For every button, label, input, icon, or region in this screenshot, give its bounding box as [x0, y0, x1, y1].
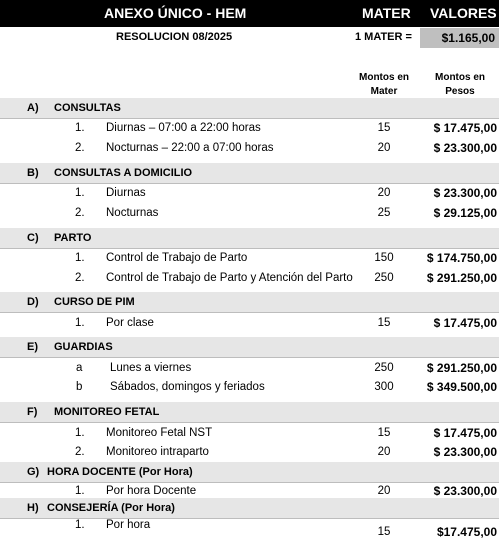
section-header [0, 163, 499, 183]
item-mater: 15 [377, 317, 391, 329]
item-description: Nocturnas [106, 207, 159, 219]
column-head-mater: Montos en Mater [359, 72, 409, 97]
section-title: CONSEJERÍA (Por Hora) [47, 502, 175, 514]
item-mater: 15 [377, 427, 391, 439]
column-header-valores: VALORES [430, 5, 497, 21]
item-description: Monitoreo Fetal NST [106, 427, 213, 439]
section-code: F) [27, 406, 38, 418]
item-mater: 15 [377, 122, 391, 134]
section-code: G) [27, 466, 40, 478]
item-price: $ 17.475,00 [433, 426, 497, 440]
section-header [0, 228, 499, 248]
item-mater: 15 [377, 526, 391, 538]
item-mater: 250 [374, 362, 394, 374]
item-price: $ 291.250,00 [426, 271, 497, 285]
item-number: 2. [75, 207, 85, 219]
item-price: $17.475,00 [436, 525, 497, 539]
item-number: 2. [75, 272, 85, 284]
item-price: $ 29.125,00 [433, 206, 497, 220]
item-mater: 20 [377, 187, 391, 199]
section-header [0, 337, 499, 357]
section-code: C) [27, 232, 39, 244]
item-description: Control de Trabajo de Parto y Atención del Parto [106, 272, 353, 284]
column-head-pesos: Montos en Pesos [435, 72, 485, 97]
item-description: Diurnas – 07:00 a 22:00 horas [106, 122, 261, 134]
item-description: Por clase [106, 317, 154, 329]
item-mater: 300 [374, 381, 394, 393]
item-price: $ 291.250,00 [426, 361, 497, 375]
item-price: $ 23.300,00 [433, 484, 497, 498]
item-description: Monitoreo intraparto [106, 446, 209, 458]
section-title: HORA DOCENTE (Por Hora) [47, 466, 193, 478]
item-price: $ 17.475,00 [433, 121, 497, 135]
section-header [0, 292, 499, 312]
section-code: B) [27, 167, 39, 179]
section-header [0, 462, 499, 482]
item-mater: 150 [374, 252, 394, 264]
item-price: $ 23.300,00 [433, 141, 497, 155]
item-price: $ 174.750,00 [426, 251, 497, 265]
item-number: 1. [75, 187, 85, 199]
rate-value: $1.165,00 [441, 31, 495, 45]
section-header [0, 98, 499, 118]
section-title: CONSULTAS [54, 102, 121, 114]
item-mater: 20 [377, 485, 391, 497]
item-description: Nocturnas – 22:00 a 07:00 horas [106, 142, 274, 154]
document-title: ANEXO ÚNICO - HEM [104, 5, 247, 21]
rate-label: 1 MATER = [355, 31, 412, 43]
column-header-mater: MATER [362, 5, 411, 21]
item-number: 1. [75, 122, 85, 134]
rate-value-box [420, 28, 499, 48]
item-number: a [76, 362, 83, 374]
item-number: 1. [75, 519, 85, 531]
section-header [0, 402, 499, 422]
item-description: Control de Trabajo de Parto [106, 252, 248, 264]
section-code: E) [27, 341, 38, 353]
item-number: 1. [75, 317, 85, 329]
section-code: H) [27, 502, 39, 514]
section-title: MONITOREO FETAL [54, 406, 160, 418]
item-mater: 250 [374, 272, 394, 284]
item-price: $ 23.300,00 [433, 186, 497, 200]
item-price: $ 23.300,00 [433, 445, 497, 459]
item-number: 1. [75, 427, 85, 439]
section-code: D) [27, 296, 39, 308]
item-description: Sábados, domingos y feriados [110, 381, 265, 393]
item-description: Diurnas [106, 187, 146, 199]
item-number: 1. [75, 252, 85, 264]
section-title: GUARDIAS [54, 341, 113, 353]
item-price: $ 349.500,00 [426, 380, 497, 394]
item-description: Por hora Docente [106, 485, 197, 497]
section-code: A) [27, 102, 39, 114]
item-description: Por hora [106, 519, 151, 531]
item-mater: 25 [377, 207, 391, 219]
section-title: PARTO [54, 232, 92, 244]
resolution-label: RESOLUCION 08/2025 [116, 31, 233, 43]
item-price: $ 17.475,00 [433, 316, 497, 330]
item-number: b [76, 381, 83, 393]
section-title: CURSO DE PIM [54, 296, 135, 308]
item-mater: 20 [377, 142, 391, 154]
item-description: Lunes a viernes [110, 362, 192, 374]
item-number: 2. [75, 142, 85, 154]
table-header [0, 0, 499, 27]
item-mater: 20 [377, 446, 391, 458]
item-number: 1. [75, 485, 85, 497]
item-number: 2. [75, 446, 85, 458]
section-title: CONSULTAS A DOMICILIO [54, 167, 193, 179]
